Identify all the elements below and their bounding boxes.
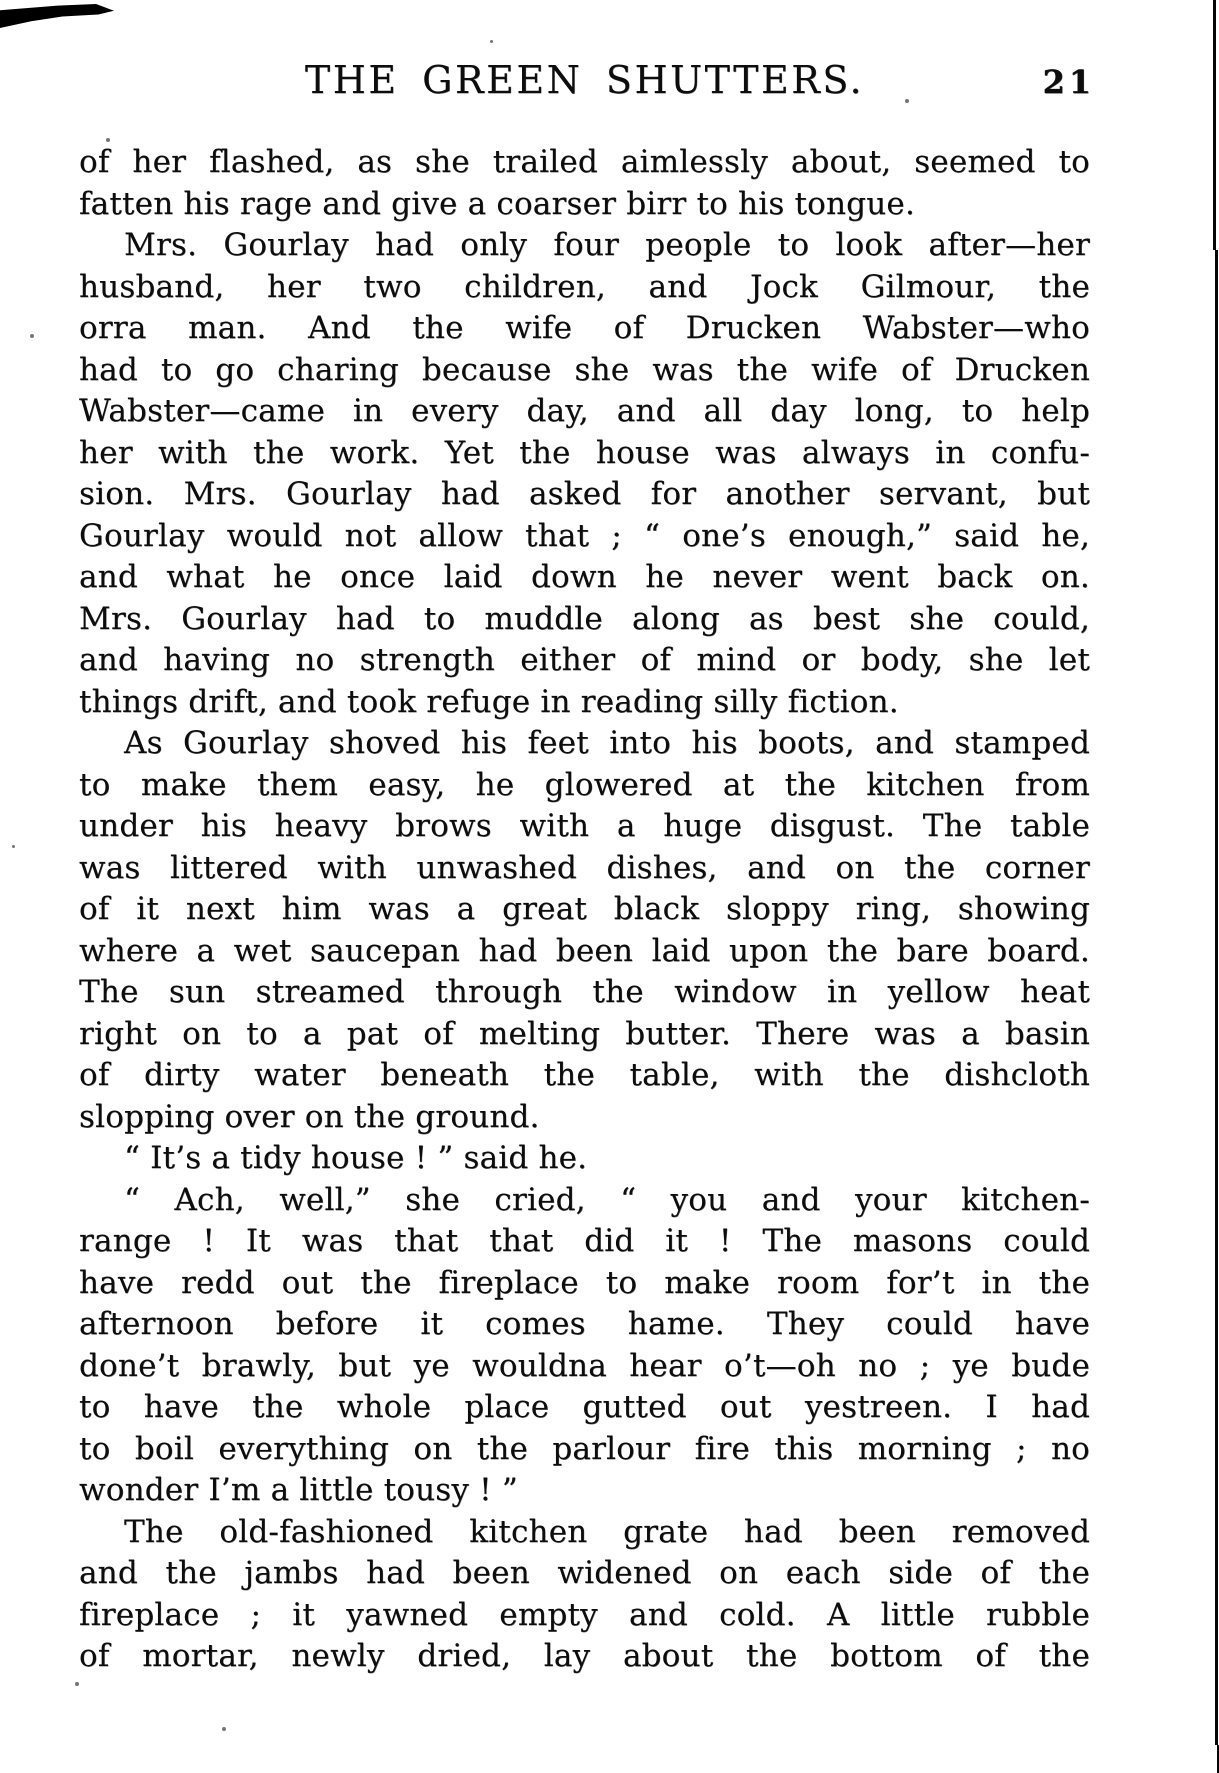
text-line: The sun streamed through the window in yellow heat [79,974,1090,1010]
scan-speck [75,1682,79,1686]
text-line: Gourlay would not allow that ; “ one’s enough,” said he, [79,517,1090,554]
text-line: to have the whole place gutted out yestreen. I had [79,1389,1090,1425]
text-line: to boil everything on the parlour fire this morning ; no [79,1430,1090,1467]
text-line: and having no strength either of mind or body, she let [79,642,1090,678]
text-line: her with the work. Yet the house was always in confu- [79,434,1090,471]
text-line: to make them easy, he glowered at the kitchen from [79,766,1090,803]
paragraph [79,1512,1090,1678]
paragraph [79,142,1090,225]
scan-speck [222,1727,226,1731]
text-line: husband, her two children, and Jock Gilmour, the [79,268,1090,305]
text-line: was littered with unwashed dishes, and on the corner [79,849,1090,886]
text-line: The old-fashioned kitchen grate had been removed [124,1513,1090,1550]
text-line: fireplace ; it yawned empty and cold. A little rubble [79,1596,1090,1633]
text-line: Mrs. Gourlay had only four people to look after—her [124,227,1090,263]
page-edge-line [1213,0,1216,250]
text-line: right on to a pat of melting butter. There was a basin [79,1015,1090,1052]
text-line: of her flashed, as she trailed aimlessly about, seemed to [79,144,1090,180]
text-line: done’t brawly, but ye wouldna hear o’t—oh no ; ye bude [79,1347,1090,1384]
page-number: 21 [1042,63,1095,101]
text-line: orra man. And the wife of Drucken Wabster—who [79,310,1090,346]
running-header [79,54,1095,106]
text-line: where a wet saucepan had been laid upon the bare board. [79,932,1090,969]
text-line: range ! It was that that did it ! The masons could [79,1223,1090,1259]
text-line: fatten his rage and give a coarser birr to his tongue. [79,185,915,222]
text-line: had to go charing because she was the wife of Drucken [79,351,1090,388]
text-line: “ Ach, well,” she cried, “ you and your kitchen- [124,1181,1090,1218]
text-line: under his heavy brows with a huge disgust. The table [79,808,1090,844]
scan-ink-smudge [0,3,120,29]
text-line: slopping over on the ground. [79,1098,540,1135]
text-line: afternoon before it comes hame. They could have [79,1306,1090,1342]
text-line: of it next him was a great black sloppy ring, showing [79,891,1090,927]
paragraph [79,225,1090,723]
text-line: As Gourlay shoved his feet into his boots, and stamped [124,725,1090,761]
text-line: and what he once laid down he never went back on. [79,559,1090,595]
scan-speck [12,845,15,848]
text-line: Mrs. Gourlay had to muddle along as best she could, [79,600,1090,637]
scan-speck [30,334,34,338]
scan-speck [905,99,909,103]
text-line: “ It’s a tidy house ! ” said he. [124,1140,588,1176]
text-line: and the jambs had been widened on each side of the [79,1555,1090,1591]
text-line: of dirty water beneath the table, with the dishcloth [79,1057,1090,1093]
text-line: wonder I’m a little tousy ! ” [79,1472,518,1508]
text-line: have redd out the fireplace to make room for’t in the [79,1264,1090,1301]
text-line: sion. Mrs. Gourlay had asked for another servant, but [79,476,1090,512]
scan-speck [106,138,110,142]
text-line: things drift, and took refuge in reading silly fiction. [79,683,899,720]
body-text [79,142,1090,1678]
paragraph [79,723,1090,1138]
book-title-header: THE GREEN SHUTTERS. [304,58,865,102]
text-line: Wabster—came in every day, and all day long, to help [79,393,1090,429]
paragraph [79,1180,1090,1512]
paragraph [79,1138,1090,1180]
text-line: of mortar, newly dried, lay about the bottom of the [79,1638,1090,1674]
page-edge-line [1215,250,1218,1745]
scan-speck [490,40,493,43]
